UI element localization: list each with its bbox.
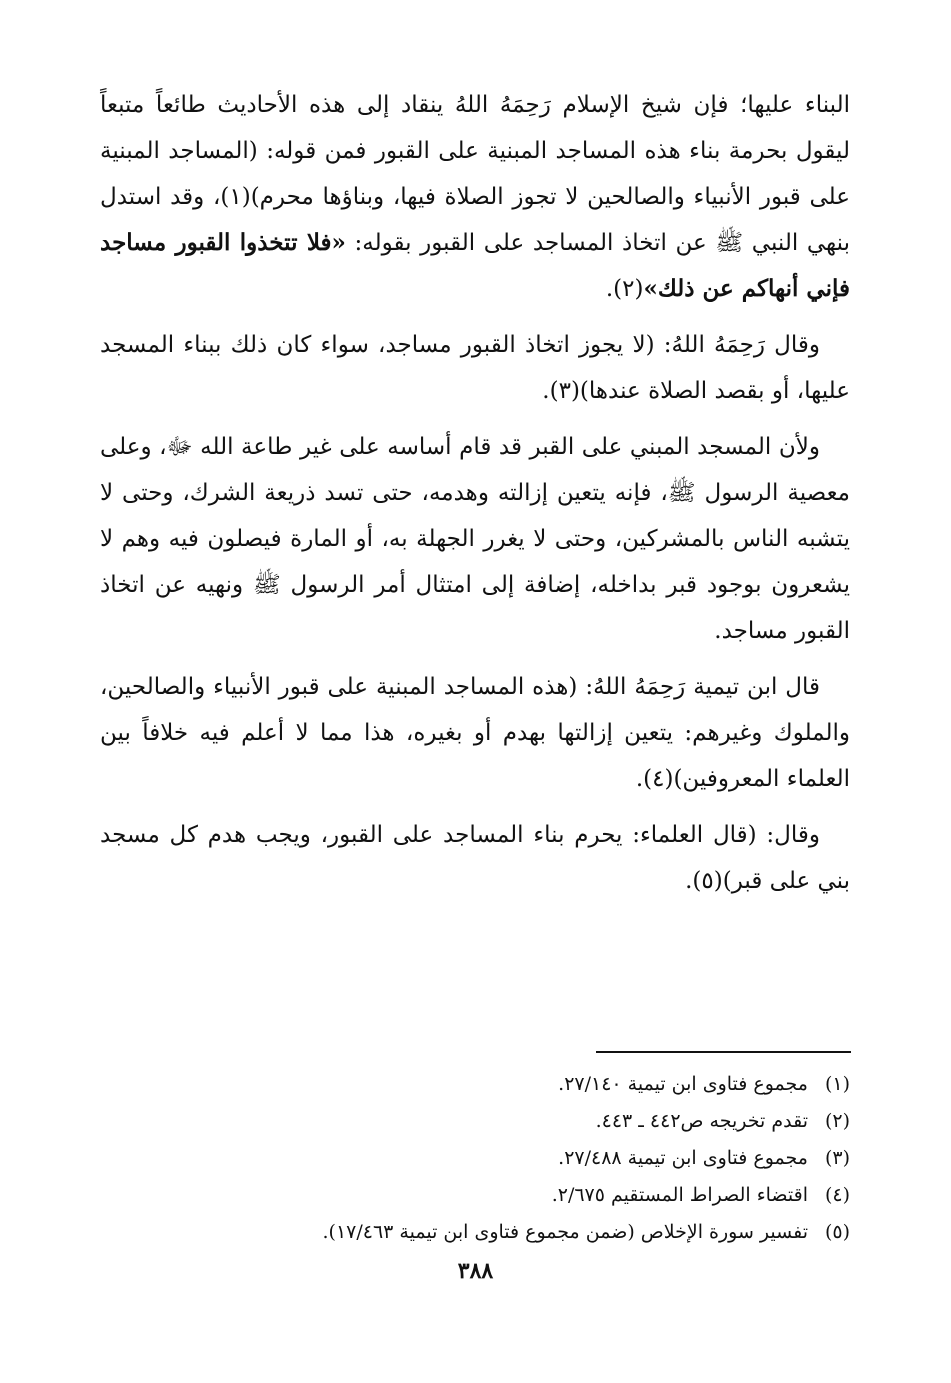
hadith-quote: «فلا تتخذوا القبور مساجد فإني أنهاكم عن ذلك» — [100, 229, 850, 302]
paragraph-1-text: البناء عليها؛ فإن شيخ الإسلام رَحِمَهُ اللهُ ينقاد إلى هذه الأحاديث طائعاً متبعاً ليقول بحرمة بناء هذه المساجد المبنية على القبور فمن قوله: (المساجد المبنية على قبور الأنبياء والصالحين لا تجوز الصلاة فيها، وبناؤها محرم)(١)، وقد استدل بنهي النبي ﷺ عن اتخاذ المساجد على القبور بقوله: — [100, 92, 850, 256]
paragraph-2: وقال رَحِمَهُ اللهُ: (لا يجوز اتخاذ القبور مساجد، سواء كان ذلك ببناء المسجد عليها، أو بقصد الصلاة عندها)(٣). — [100, 332, 850, 404]
footnote-text: اقتضاء الصراط المستقيم ٢/٦٧٥. — [551, 1184, 808, 1206]
paragraph-4: قال ابن تيمية رَحِمَهُ اللهُ: (هذه المساجد المبنية على قبور الأنبياء والصالحين، والملوك وغيرهم: يتعين إزالتها بهدم أو بغيره، هذا مما لا أعلم فيه خلافاً بين العلماء المعروفين)(٤). — [100, 674, 850, 792]
footnote-2 — [100, 1103, 850, 1140]
paragraph-3: ولأن المسجد المبني على القبر قد قام أساسه على غير طاعة الله ﷻ، وعلى معصية الرسول ﷺ، فإنه يتعين إزالته وهدمه، حتى تسد ذريعة الشرك، وحتى لا يتشبه الناس بالمشركين، وحتى لا يغرر الجهلة به، أو المارة فيصلون فيه وهم لا يشعرون بوجود قبر بداخله، إضافة إلى امتثال أمر الرسول ﷺ ونهيه عن اتخاذ القبور مساجد. — [100, 434, 850, 644]
main-text — [100, 82, 850, 914]
paragraph-1 — [100, 82, 850, 312]
footnote-number: (١) — [824, 1073, 850, 1095]
footnote-1 — [100, 1066, 850, 1103]
paragraph-1-end: (٢). — [605, 276, 644, 302]
page-number: ٣٨٨ — [457, 1258, 494, 1284]
footnote-3 — [100, 1140, 850, 1177]
footnote-text: تقدم تخريجه ص٤٤٢ ـ ٤٤٣. — [595, 1110, 808, 1132]
footnote-text: مجموع فتاوى ابن تيمية ٢٧/٤٨٨. — [558, 1147, 808, 1169]
footnote-text: مجموع فتاوى ابن تيمية ٢٧/١٤٠. — [558, 1073, 808, 1095]
footnote-4 — [100, 1177, 850, 1214]
footnote-number: (٢) — [824, 1110, 850, 1132]
paragraph-5: وقال: (قال العلماء: يحرم بناء المساجد على القبور، ويجب هدم كل مسجد بني على قبر)(٥). — [100, 822, 850, 894]
footnote-number: (٣) — [824, 1147, 850, 1169]
footnote-text: تفسير سورة الإخلاص (ضمن مجموع فتاوى ابن تيمية ١٧/٤٦٣). — [322, 1221, 808, 1243]
footnote-separator — [596, 1051, 851, 1053]
footnote-number: (٤) — [824, 1184, 850, 1206]
footnotes — [100, 1066, 850, 1251]
footnote-number: (٥) — [824, 1221, 850, 1243]
footnote-5 — [100, 1214, 850, 1251]
